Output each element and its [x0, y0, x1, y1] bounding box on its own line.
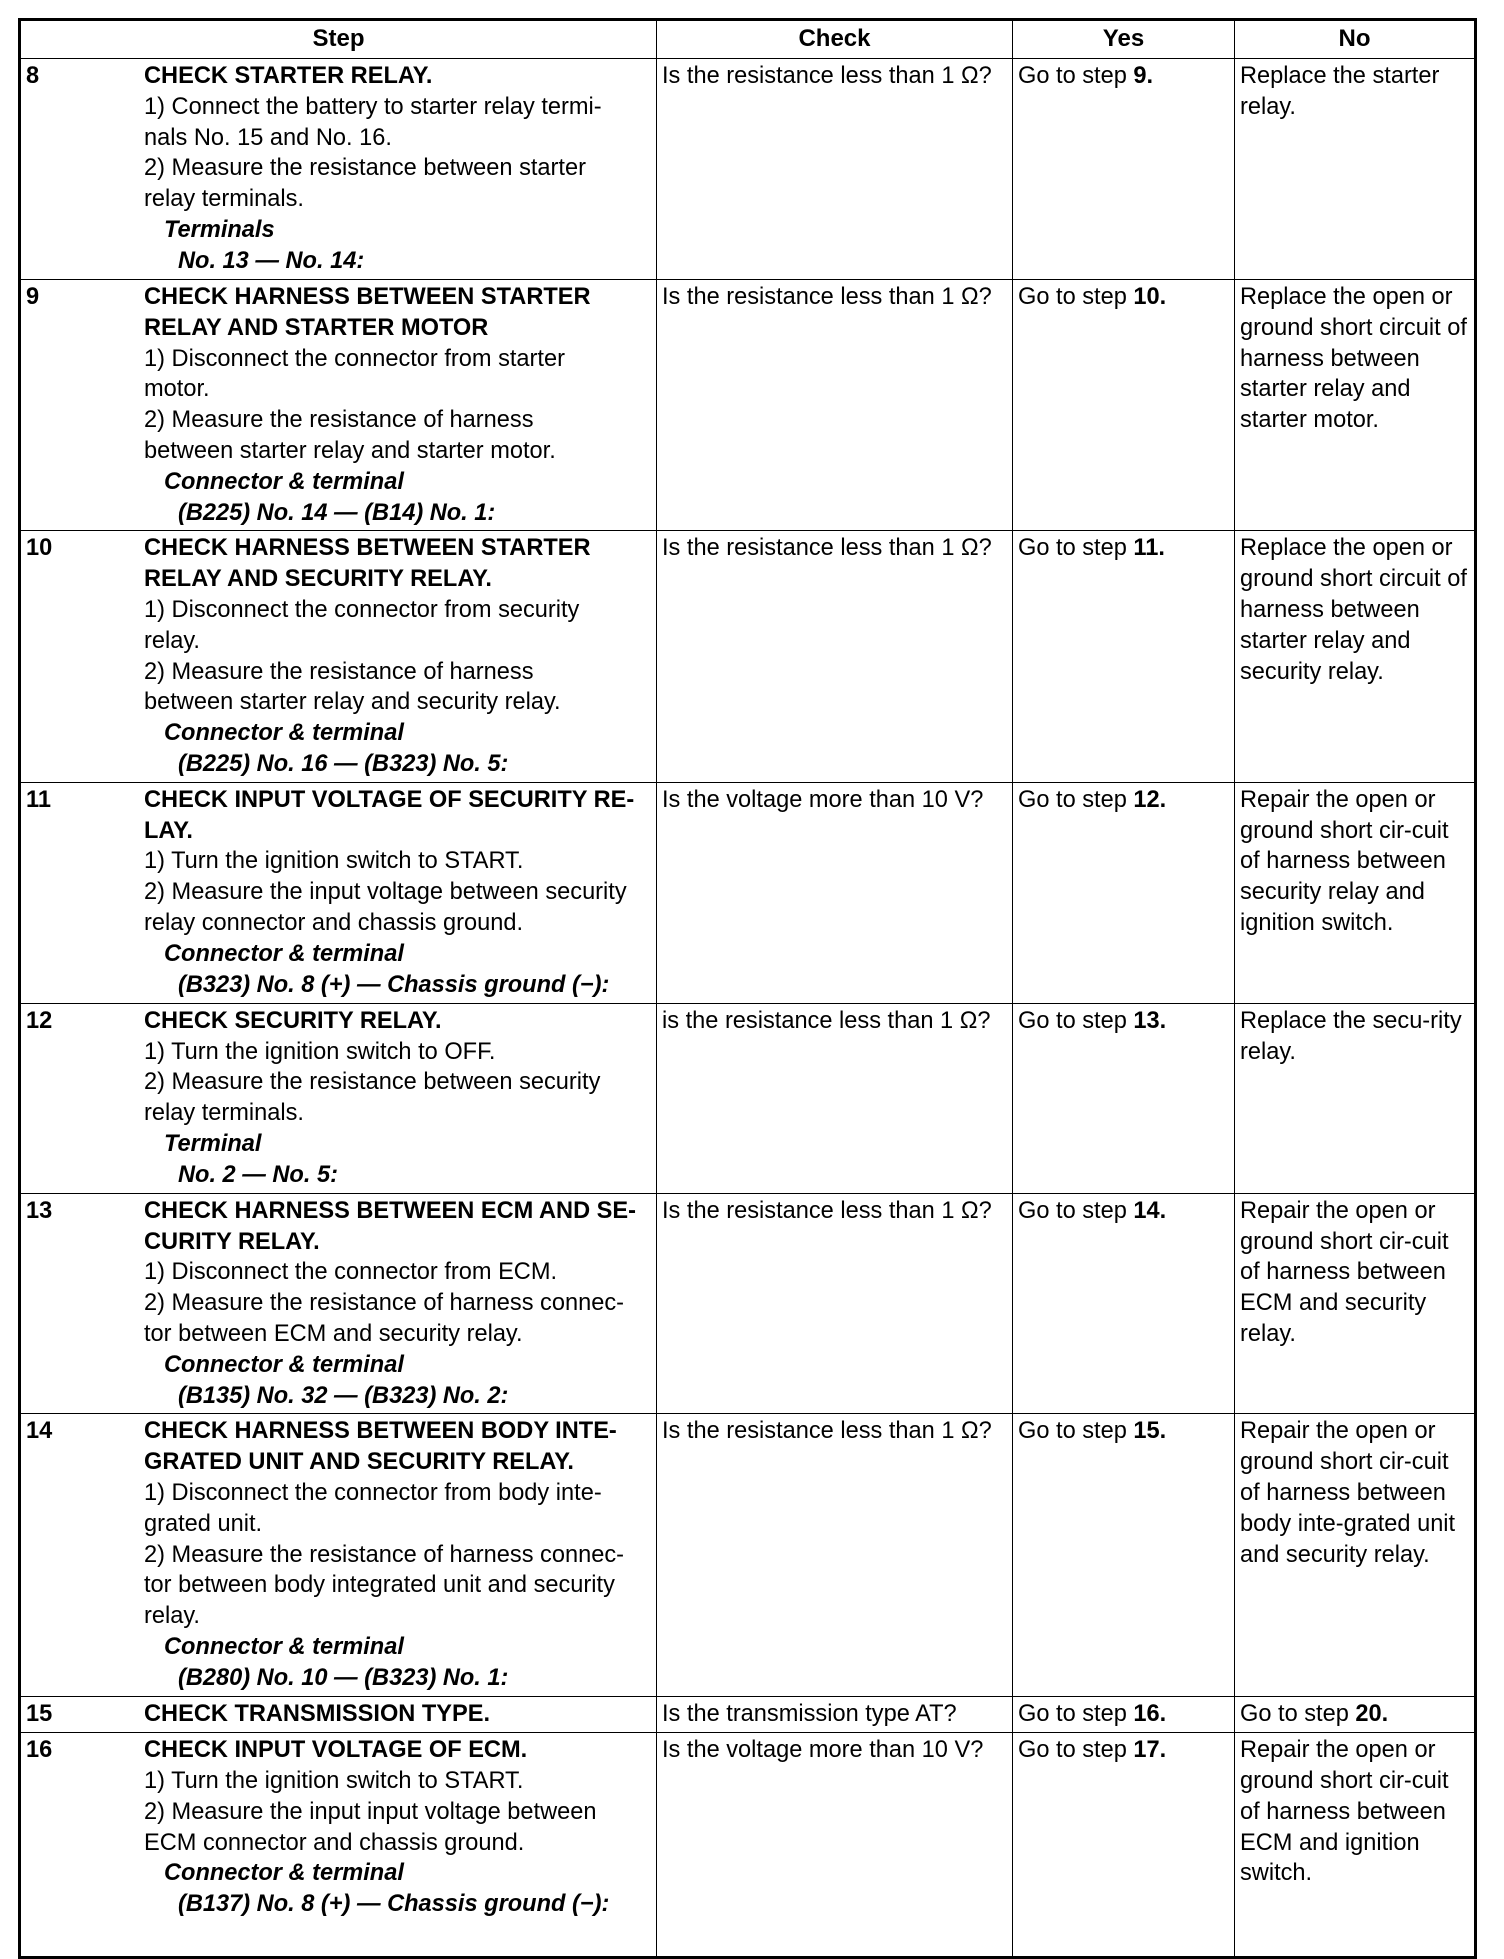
yes-cell — [1013, 1193, 1235, 1414]
yes-text: Go to step — [1018, 1418, 1134, 1445]
no-text: Go to step — [1240, 1701, 1356, 1728]
no-cell: Repair the open or ground short cir-cuit of harness between ECM and security relay. — [1235, 1193, 1476, 1414]
step-number: 16 — [26, 1737, 53, 1764]
check-cell: Is the resistance less than 1 Ω? — [657, 531, 1013, 782]
step-instruction: grated unit. — [144, 1510, 263, 1537]
yes-text: Go to step — [1018, 284, 1134, 310]
check-cell: Is the voltage more than 10 V? — [657, 782, 1013, 1003]
table-row — [20, 782, 1476, 1003]
step-cell — [20, 531, 657, 782]
check-cell: is the resistance less than 1 Ω? — [657, 1003, 1013, 1193]
step-title: CHECK HARNESS BETWEEN ECM AND SE-CURITY RELAY. — [144, 1197, 637, 1255]
measure-terminals: No. 2 — No. 5: — [178, 1161, 338, 1188]
yes-cell — [1013, 531, 1235, 782]
step-instruction: 1) Disconnect the connector from body inte- — [144, 1479, 602, 1506]
step-number: 15 — [26, 1701, 53, 1728]
no-cell: Replace the open or ground short circuit of harness between starter relay and starter motor. — [1235, 280, 1476, 531]
yes-text: Go to step — [1018, 535, 1134, 562]
header-row — [20, 20, 1476, 59]
check-cell: Is the voltage more than 10 V? — [657, 1733, 1013, 1958]
yes-step-ref: 14. — [1133, 1197, 1167, 1224]
step-instruction: 2) Measure the resistance of harness — [144, 658, 534, 685]
yes-step-ref: 10. — [1133, 284, 1167, 310]
table-row — [20, 531, 1476, 782]
step-instruction: between starter relay and security relay. — [144, 689, 561, 716]
step-instruction: 2) Measure the input voltage between security — [144, 879, 627, 906]
step-instruction: 1) Turn the ignition switch to START. — [144, 848, 524, 875]
measure-terminals: (B225) No. 16 — (B323) No. 5: — [178, 750, 509, 777]
yes-cell — [1013, 1003, 1235, 1193]
yes-step-ref: 12. — [1133, 786, 1167, 813]
yes-cell — [1013, 1733, 1235, 1958]
measure-terminals: (B280) No. 10 — (B323) No. 1: — [178, 1664, 509, 1691]
table-row — [20, 1733, 1476, 1958]
step-body — [144, 61, 649, 277]
yes-cell — [1013, 782, 1235, 1003]
check-cell: Is the transmission type AT? — [657, 1697, 1013, 1733]
table-row — [20, 280, 1476, 531]
step-cell — [20, 280, 657, 531]
measure-terminals: (B225) No. 14 — (B14) No. 1: — [178, 499, 496, 526]
no-cell: Repair the open or ground short cir-cuit of harness between security relay and ignition switch. — [1235, 782, 1476, 1003]
measure-label: Connector & terminal — [164, 940, 404, 967]
step-body — [144, 1735, 649, 1920]
table-row — [20, 1697, 1476, 1733]
yes-text: Go to step — [1018, 1007, 1134, 1034]
step-number: 13 — [26, 1197, 53, 1224]
step-cell — [20, 1414, 657, 1697]
diagnostic-table — [18, 18, 1477, 1959]
check-cell: Is the resistance less than 1 Ω? — [657, 1414, 1013, 1697]
yes-cell — [1013, 59, 1235, 280]
step-instruction: tor between body integrated unit and security — [144, 1572, 615, 1599]
step-instruction: between starter relay and starter motor. — [144, 437, 556, 464]
step-cell — [20, 1697, 657, 1733]
step-body — [144, 1006, 649, 1191]
step-number: 11 — [26, 786, 51, 813]
yes-step-ref: 11. — [1133, 535, 1165, 562]
step-title: CHECK SECURITY RELAY. — [144, 1007, 442, 1034]
step-number: 10 — [26, 535, 53, 562]
yes-text: Go to step — [1018, 63, 1134, 89]
step-instruction: relay. — [144, 627, 200, 654]
yes-text: Go to step — [1018, 1701, 1134, 1728]
measure-label: Connector & terminal — [164, 1351, 404, 1378]
header-step: Step — [20, 20, 657, 59]
step-cell — [20, 1733, 657, 1958]
yes-cell — [1013, 1697, 1235, 1733]
step-cell — [20, 1193, 657, 1414]
yes-text: Go to step — [1018, 1197, 1134, 1224]
step-instruction: 1) Turn the ignition switch to OFF. — [144, 1038, 496, 1065]
step-body — [144, 533, 649, 779]
measure-label: Connector & terminal — [164, 468, 404, 495]
measure-label: Connector & terminal — [164, 1860, 404, 1887]
step-instruction: relay terminals. — [144, 1100, 304, 1127]
table-row — [20, 1003, 1476, 1193]
header-no: No — [1235, 20, 1476, 59]
step-cell — [20, 1003, 657, 1193]
step-number: 14 — [26, 1418, 53, 1445]
step-body — [144, 282, 649, 528]
yes-step-ref: 15. — [1133, 1418, 1167, 1445]
step-title: CHECK INPUT VOLTAGE OF SECURITY RE-LAY. — [144, 786, 635, 844]
step-body — [144, 1416, 649, 1693]
measure-label: Terminal — [164, 1130, 262, 1157]
step-title: CHECK HARNESS BETWEEN BODY INTE-GRATED UNIT AND SECURITY RELAY. — [144, 1418, 617, 1476]
yes-text: Go to step — [1018, 786, 1134, 813]
step-title: CHECK HARNESS BETWEEN STARTER RELAY AND SECURITY RELAY. — [144, 535, 591, 593]
measure-terminals: (B137) No. 8 (+) — Chassis ground (−): — [178, 1891, 610, 1918]
step-number: 8 — [26, 63, 40, 89]
step-instruction: ECM connector and chassis ground. — [144, 1829, 525, 1856]
step-body — [144, 785, 649, 1001]
step-instruction: relay terminals. — [144, 186, 304, 213]
step-instruction: tor between ECM and security relay. — [144, 1320, 523, 1347]
step-title: CHECK HARNESS BETWEEN STARTER RELAY AND STARTER MOTOR — [144, 284, 591, 341]
step-title: CHECK STARTER RELAY. — [144, 63, 433, 89]
step-instruction: nals No. 15 and No. 16. — [144, 124, 392, 151]
yes-cell — [1013, 1414, 1235, 1697]
measure-label: Connector & terminal — [164, 1633, 404, 1660]
measure-label: Terminals — [164, 216, 275, 243]
yes-step-ref: 13. — [1133, 1007, 1167, 1034]
measure-terminals: No. 13 — No. 14: — [178, 247, 365, 274]
check-cell: Is the resistance less than 1 Ω? — [657, 1193, 1013, 1414]
measure-terminals: (B135) No. 32 — (B323) No. 2: — [178, 1382, 509, 1409]
yes-text: Go to step — [1018, 1737, 1134, 1764]
check-cell: Is the resistance less than 1 Ω? — [657, 59, 1013, 280]
step-body — [144, 1196, 649, 1412]
yes-step-ref: 16. — [1133, 1701, 1167, 1728]
measure-terminals: (B323) No. 8 (+) — Chassis ground (−): — [178, 971, 610, 998]
measure-label: Connector & terminal — [164, 720, 404, 747]
yes-cell — [1013, 280, 1235, 531]
no-cell: Replace the open or ground short circuit of harness between starter relay and security relay. — [1235, 531, 1476, 782]
step-instruction: 2) Measure the input input voltage between — [144, 1798, 597, 1825]
header-yes: Yes — [1013, 20, 1235, 59]
no-cell: Replace the starter relay. — [1235, 59, 1476, 280]
check-cell: Is the resistance less than 1 Ω? — [657, 280, 1013, 531]
no-cell — [1235, 1697, 1476, 1733]
step-cell — [20, 59, 657, 280]
step-title: CHECK TRANSMISSION TYPE. — [144, 1701, 491, 1728]
step-cell — [20, 782, 657, 1003]
step-number: 12 — [26, 1007, 53, 1034]
step-instruction: relay. — [144, 1603, 200, 1630]
step-number: 9 — [26, 284, 40, 310]
no-cell: Repair the open or ground short cir-cuit of harness between body inte-grated unit and security relay. — [1235, 1414, 1476, 1697]
no-cell: Repair the open or ground short cir-cuit of harness between ECM and ignition switch. — [1235, 1733, 1476, 1958]
step-instruction: 2) Measure the resistance of harness connec- — [144, 1290, 624, 1317]
yes-step-ref: 17. — [1133, 1737, 1167, 1764]
step-instruction: motor. — [144, 376, 210, 403]
step-instruction: 2) Measure the resistance of harness connec- — [144, 1541, 624, 1568]
step-title: CHECK INPUT VOLTAGE OF ECM. — [144, 1737, 528, 1764]
step-instruction: 2) Measure the resistance of harness — [144, 407, 534, 434]
step-instruction: 1) Connect the battery to starter relay termi- — [144, 93, 602, 120]
step-instruction: 1) Turn the ignition switch to START. — [144, 1767, 524, 1794]
step-instruction: 1) Disconnect the connector from security — [144, 596, 580, 623]
table-body — [20, 59, 1476, 1958]
step-instruction: relay connector and chassis ground. — [144, 909, 524, 936]
table-row — [20, 1414, 1476, 1697]
step-instruction: 2) Measure the resistance between starter — [144, 155, 586, 182]
step-body — [144, 1699, 649, 1730]
table-row — [20, 1193, 1476, 1414]
step-instruction: 2) Measure the resistance between security — [144, 1069, 601, 1096]
header-check: Check — [657, 20, 1013, 59]
table-row — [20, 59, 1476, 280]
no-cell: Replace the secu-rity relay. — [1235, 1003, 1476, 1193]
step-instruction: 1) Disconnect the connector from starter — [144, 345, 565, 372]
step-instruction: 1) Disconnect the connector from ECM. — [144, 1259, 558, 1286]
no-step-ref: 20. — [1355, 1701, 1389, 1728]
yes-step-ref: 9. — [1133, 63, 1154, 89]
